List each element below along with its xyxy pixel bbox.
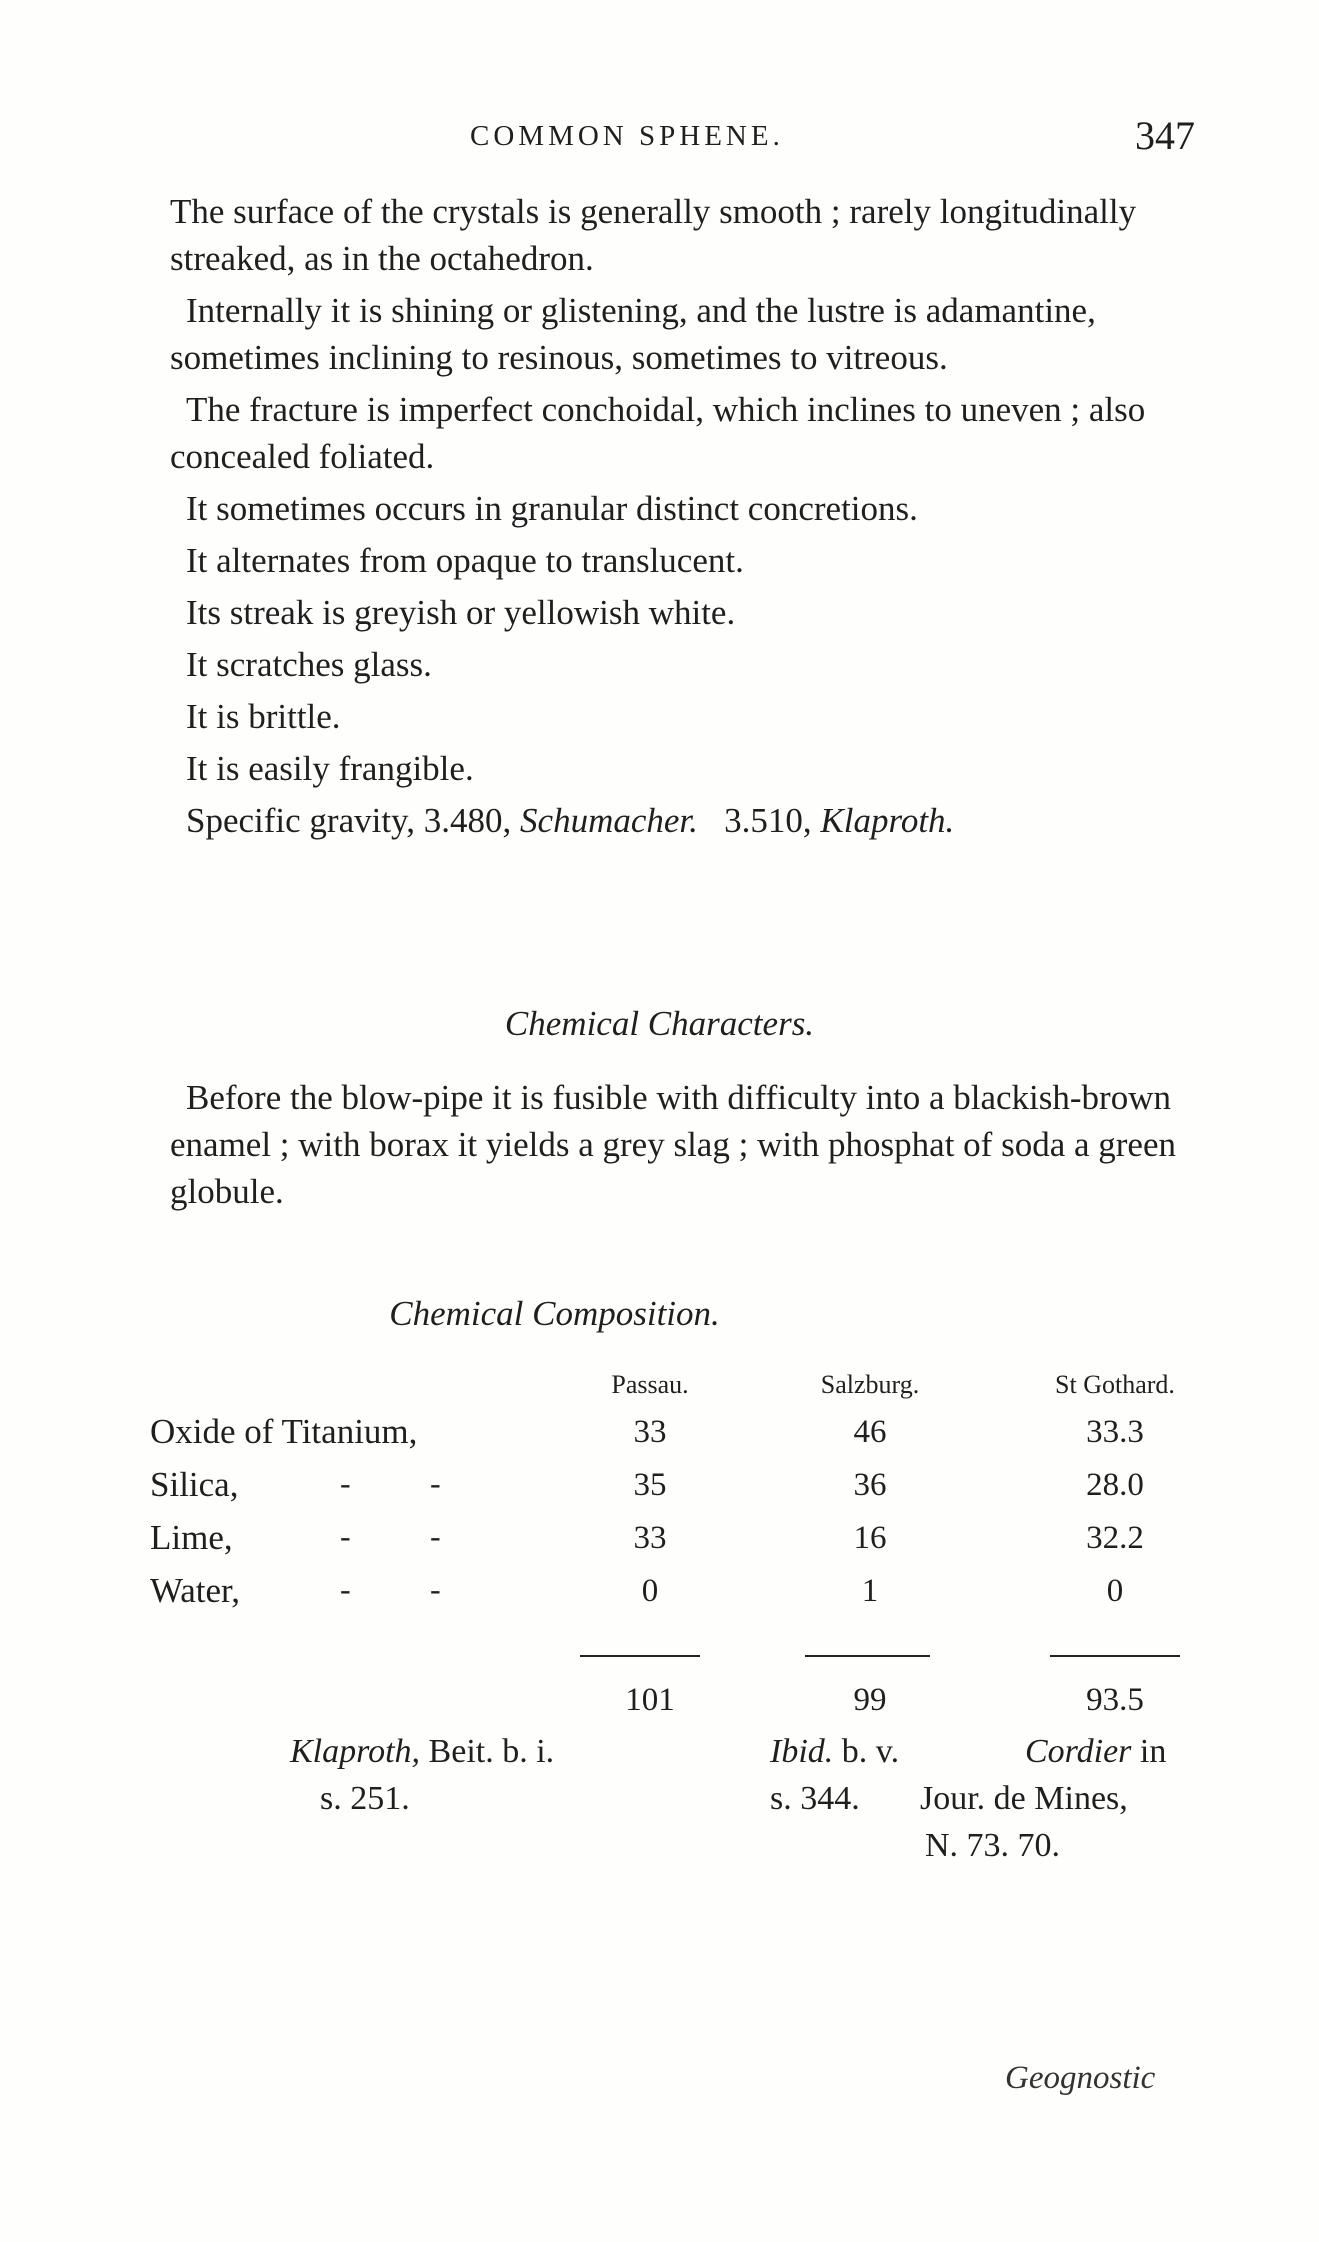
paragraph-concretions: It sometimes occurs in granular distinct concretions. bbox=[186, 489, 918, 528]
running-title: COMMON SPHENE. bbox=[470, 120, 784, 152]
paragraph-frangible: It is easily frangible. bbox=[186, 749, 474, 788]
paragraph-transparency: It alternates from opaque to translucent. bbox=[186, 541, 744, 580]
column-header-salzburg: Salzburg. bbox=[820, 1370, 920, 1399]
leader-dash: - bbox=[430, 1518, 441, 1554]
paragraph-streak: Its streak is greyish or yellowish white. bbox=[186, 593, 736, 632]
cell-lime-salzburg: 16 bbox=[853, 1520, 887, 1556]
specific-gravity-source-2: Klaproth. bbox=[820, 801, 955, 840]
cell-silica-salzburg: 36 bbox=[853, 1467, 887, 1503]
cell-titanium-st-gothard: 33.3 bbox=[1086, 1414, 1144, 1450]
leader-dash: - bbox=[430, 1465, 441, 1501]
leader-dash: - bbox=[430, 1571, 441, 1607]
catchword: Geognostic bbox=[1005, 2060, 1156, 2096]
paragraph-hardness: It scratches glass. bbox=[186, 645, 432, 684]
composition-table bbox=[150, 1370, 1220, 1990]
specific-gravity-source-1: Schumacher. bbox=[520, 801, 698, 840]
source-ibid-page: s. 344. bbox=[770, 1780, 860, 1817]
page-header bbox=[170, 112, 1195, 162]
cell-lime-passau: 33 bbox=[633, 1520, 667, 1556]
chemical-characters-heading: Chemical Characters. bbox=[504, 1004, 815, 1043]
source-ibid bbox=[770, 1728, 899, 1775]
source-ibid-ref: b. v. bbox=[841, 1733, 900, 1770]
paragraph-brittle: It is brittle. bbox=[186, 697, 341, 736]
cell-titanium-passau: 33 bbox=[633, 1414, 667, 1450]
source-klaproth-ref: Beit. b. i. bbox=[428, 1733, 555, 1770]
physical-characters-text bbox=[170, 188, 1200, 849]
paragraph-lustre: Internally it is shining or glistening, and the lustre is adamantine, sometimes inclining to resinous, sometimes to vitreous. bbox=[170, 291, 1096, 377]
cell-silica-passau: 35 bbox=[633, 1467, 667, 1503]
cell-titanium-salzburg: 46 bbox=[853, 1414, 887, 1450]
cell-silica-st-gothard: 28.0 bbox=[1086, 1467, 1144, 1503]
paragraph-surface: The surface of the crystals is generally smooth ; rarely longitudinally streaked, as in the octahedron. bbox=[170, 192, 1137, 278]
source-cordier bbox=[1025, 1728, 1166, 1775]
source-cordier-journal: Jour. de Mines, bbox=[920, 1780, 1128, 1817]
total-salzburg: 99 bbox=[853, 1682, 887, 1718]
sum-rule-st-gothard bbox=[1050, 1655, 1180, 1657]
leader-dash: - bbox=[340, 1571, 351, 1607]
row-label-titanium: Oxide of Titanium, bbox=[150, 1412, 418, 1451]
leader-dash: - bbox=[340, 1465, 351, 1501]
source-klaproth-name: Klaproth, bbox=[290, 1733, 421, 1770]
specific-gravity-value-2: 3.510, bbox=[724, 801, 812, 840]
cell-water-passau: 0 bbox=[641, 1573, 659, 1609]
column-header-st-gothard: St Gothard. bbox=[1055, 1370, 1175, 1399]
column-header-passau: Passau. bbox=[611, 1370, 689, 1399]
source-klaproth-page: s. 251. bbox=[320, 1780, 410, 1817]
source-cordier-name: Cordier bbox=[1025, 1733, 1132, 1770]
cell-water-st-gothard: 0 bbox=[1106, 1573, 1124, 1609]
paragraph-specific-gravity bbox=[170, 797, 1200, 844]
cell-lime-st-gothard: 32.2 bbox=[1086, 1520, 1144, 1556]
sum-rule-passau bbox=[580, 1655, 700, 1657]
paragraph-blowpipe: Before the blow-pipe it is fusible with difficulty into a blackish-brown enamel ; with borax it yields a grey slag ; with phosphat of soda a green globule. bbox=[170, 1078, 1176, 1211]
source-ibid-name: Ibid. bbox=[770, 1733, 834, 1770]
specific-gravity-label: Specific gravity, 3.480, bbox=[186, 801, 512, 840]
row-label-lime: Lime, bbox=[150, 1518, 233, 1557]
total-passau: 101 bbox=[625, 1682, 675, 1718]
chemical-characters-text bbox=[170, 1074, 1200, 1215]
cell-water-salzburg: 1 bbox=[861, 1573, 879, 1609]
leader-dash: - bbox=[340, 1518, 351, 1554]
paragraph-fracture: The fracture is imperfect conchoidal, which inclines to uneven ; also concealed foliated. bbox=[170, 390, 1146, 476]
row-label-water: Water, bbox=[150, 1571, 241, 1610]
source-cordier-in: in bbox=[1139, 1733, 1167, 1770]
source-cordier-issue: N. 73. 70. bbox=[925, 1827, 1061, 1864]
source-klaproth bbox=[290, 1728, 554, 1775]
sum-rule-salzburg bbox=[805, 1655, 930, 1657]
total-st-gothard: 93.5 bbox=[1086, 1682, 1144, 1718]
chemical-composition-heading: Chemical Composition. bbox=[389, 1294, 720, 1333]
page-number: 347 bbox=[1135, 113, 1195, 158]
row-label-silica: Silica, bbox=[150, 1465, 239, 1504]
